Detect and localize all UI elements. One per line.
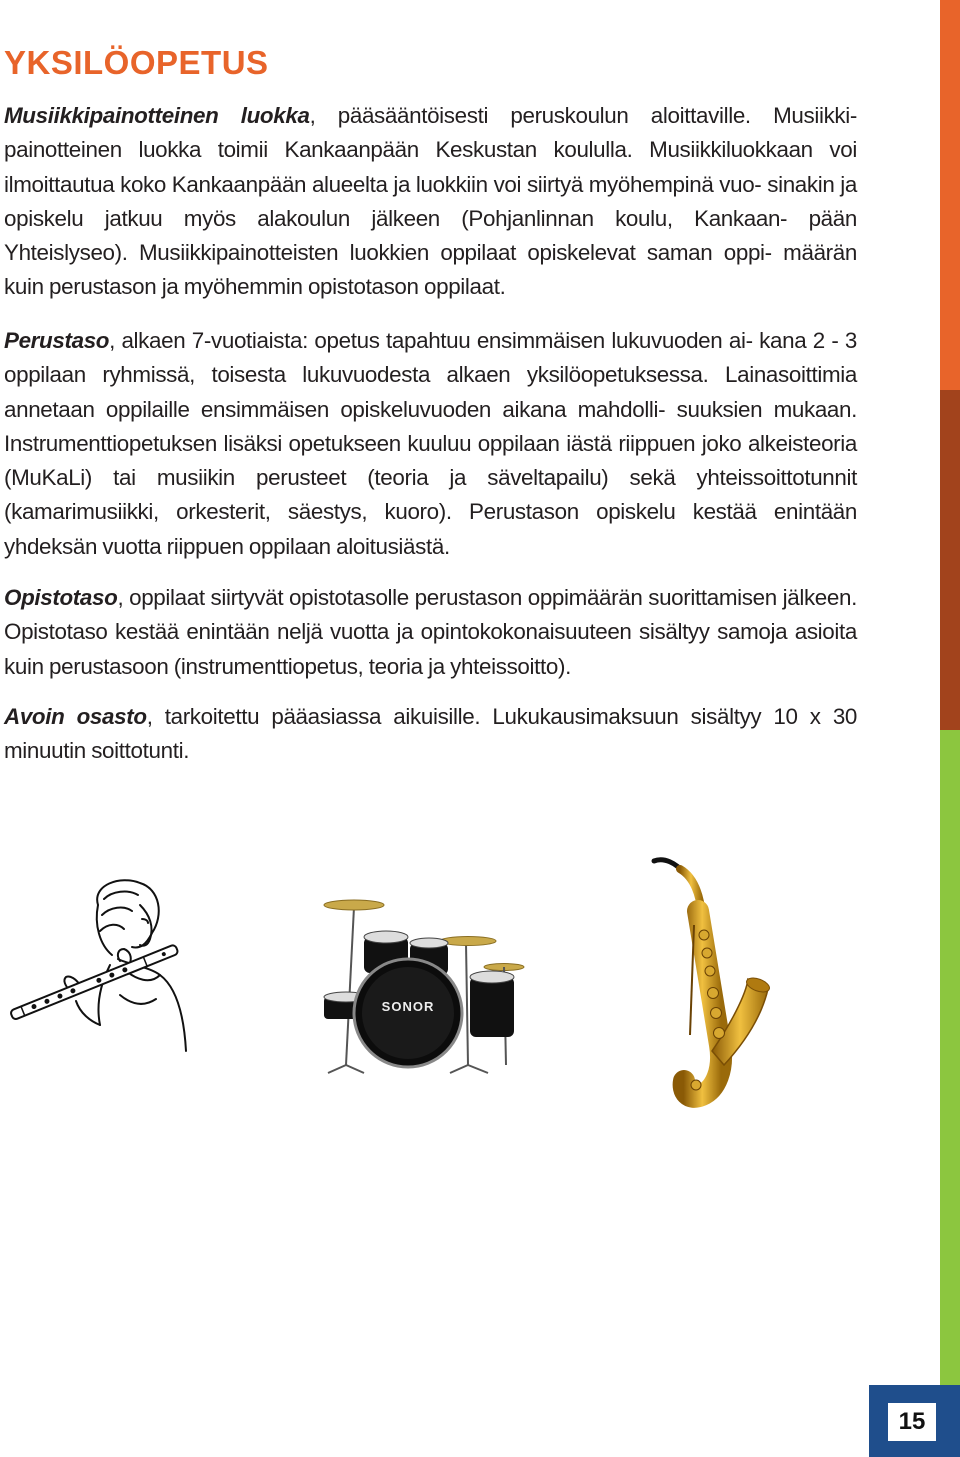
- text-line: määrän kuin perustason ja myöhemmin opistotason oppilaat.: [4, 240, 857, 300]
- text-line: , oppilaat siirtyvät opistotasolle perustason oppimäärän suorittamisen: [117, 585, 777, 610]
- text-line: suuksien mukaan. Instrumenttiopetuksen lisäksi opetukseen kuuluu oppilaan iästä: [4, 396, 858, 456]
- term-avoin-osasto: Avoin osasto: [4, 704, 147, 729]
- text-line: , alkaen 7-vuotiaista: opetus tapahtuu ensimmäisen lukuvuoden ai-: [109, 328, 753, 353]
- drum-kit-illustration: [318, 885, 540, 1075]
- page-number: 15: [888, 1403, 936, 1441]
- text-line: sinakin ja opiskelu jatkuu myös alakoulun jälkeen (Pohjanlinnan koulu, Kankaan-: [4, 171, 857, 231]
- paragraph-opistotaso: [4, 581, 857, 684]
- text-line: pään Yhteislyseo). Musiikkipainotteisten luokkien oppilaat opiskelevat saman oppi-: [4, 205, 857, 266]
- flute-player-illustration: [0, 875, 200, 1055]
- page-title: YKSILÖOPETUS: [4, 44, 269, 81]
- side-bar-green: [940, 730, 960, 1385]
- text-line: painotteinen luokka toimii Kankaanpään Keskustan koululla. Musiikkiluokkaan voi: [4, 137, 857, 163]
- text-line: kana 2 - 3 oppilaan ryhmissä, toisesta lukuvuodesta alkaen yksilöopetuksessa.: [4, 328, 858, 388]
- term-musiikkipainotteinen: Musiikkipainotteinen luokka: [4, 103, 310, 128]
- text-line: , pääsääntöisesti peruskoulun aloittaville. Musiikki-: [309, 103, 857, 128]
- paragraph-avoin-osasto: [4, 700, 857, 769]
- text-line: , tarkoitettu pääasiassa aikuisille. Lukukausimaksuun sisältyy 10 x: [146, 704, 821, 729]
- side-bar-orange: [940, 0, 960, 390]
- text-line: riippuen joko alkeisteoria (MuKaLi) tai musiikin perusteet (teoria ja säveltapailu): [4, 430, 857, 491]
- text-line: jälkeen. Opistotaso kestää enintään neljä vuotta ja opintokokonaisuuteen sisältyy: [4, 585, 857, 645]
- text-line: samoja asioita kuin perustasoon (instrumenttiopetus, teoria ja yhteissoitto).: [4, 619, 857, 679]
- side-bar-brown: [940, 390, 960, 730]
- text-line: Lainasoittimia annetaan oppilaille ensimmäisen opiskeluvuoden aikana mahdolli-: [4, 362, 858, 422]
- paragraph-musiikkipainotteinen: [4, 99, 857, 305]
- text-line: sekä yhteissoittotunnit (kamarimusiikki, orkesterit, säestys, kuoro). Perustason: [4, 465, 858, 525]
- drum-brand-label: SONOR: [381, 999, 435, 1014]
- term-opistotaso: Opistotaso: [4, 585, 118, 610]
- saxophone-illustration: [650, 855, 770, 1110]
- text-line: ilmoittautua koko Kankaanpään alueelta ja luokkiin voi siirtyä myöhempinä vuo-: [4, 171, 762, 197]
- term-perustaso: Perustaso: [4, 328, 110, 353]
- text-line: opiskelu kestää enintään yhdeksän vuotta riippuen oppilaan aloitusiästä.: [4, 499, 857, 559]
- text-line: 30 minuutin soittotunti.: [4, 704, 858, 764]
- paragraph-perustaso: [4, 324, 857, 564]
